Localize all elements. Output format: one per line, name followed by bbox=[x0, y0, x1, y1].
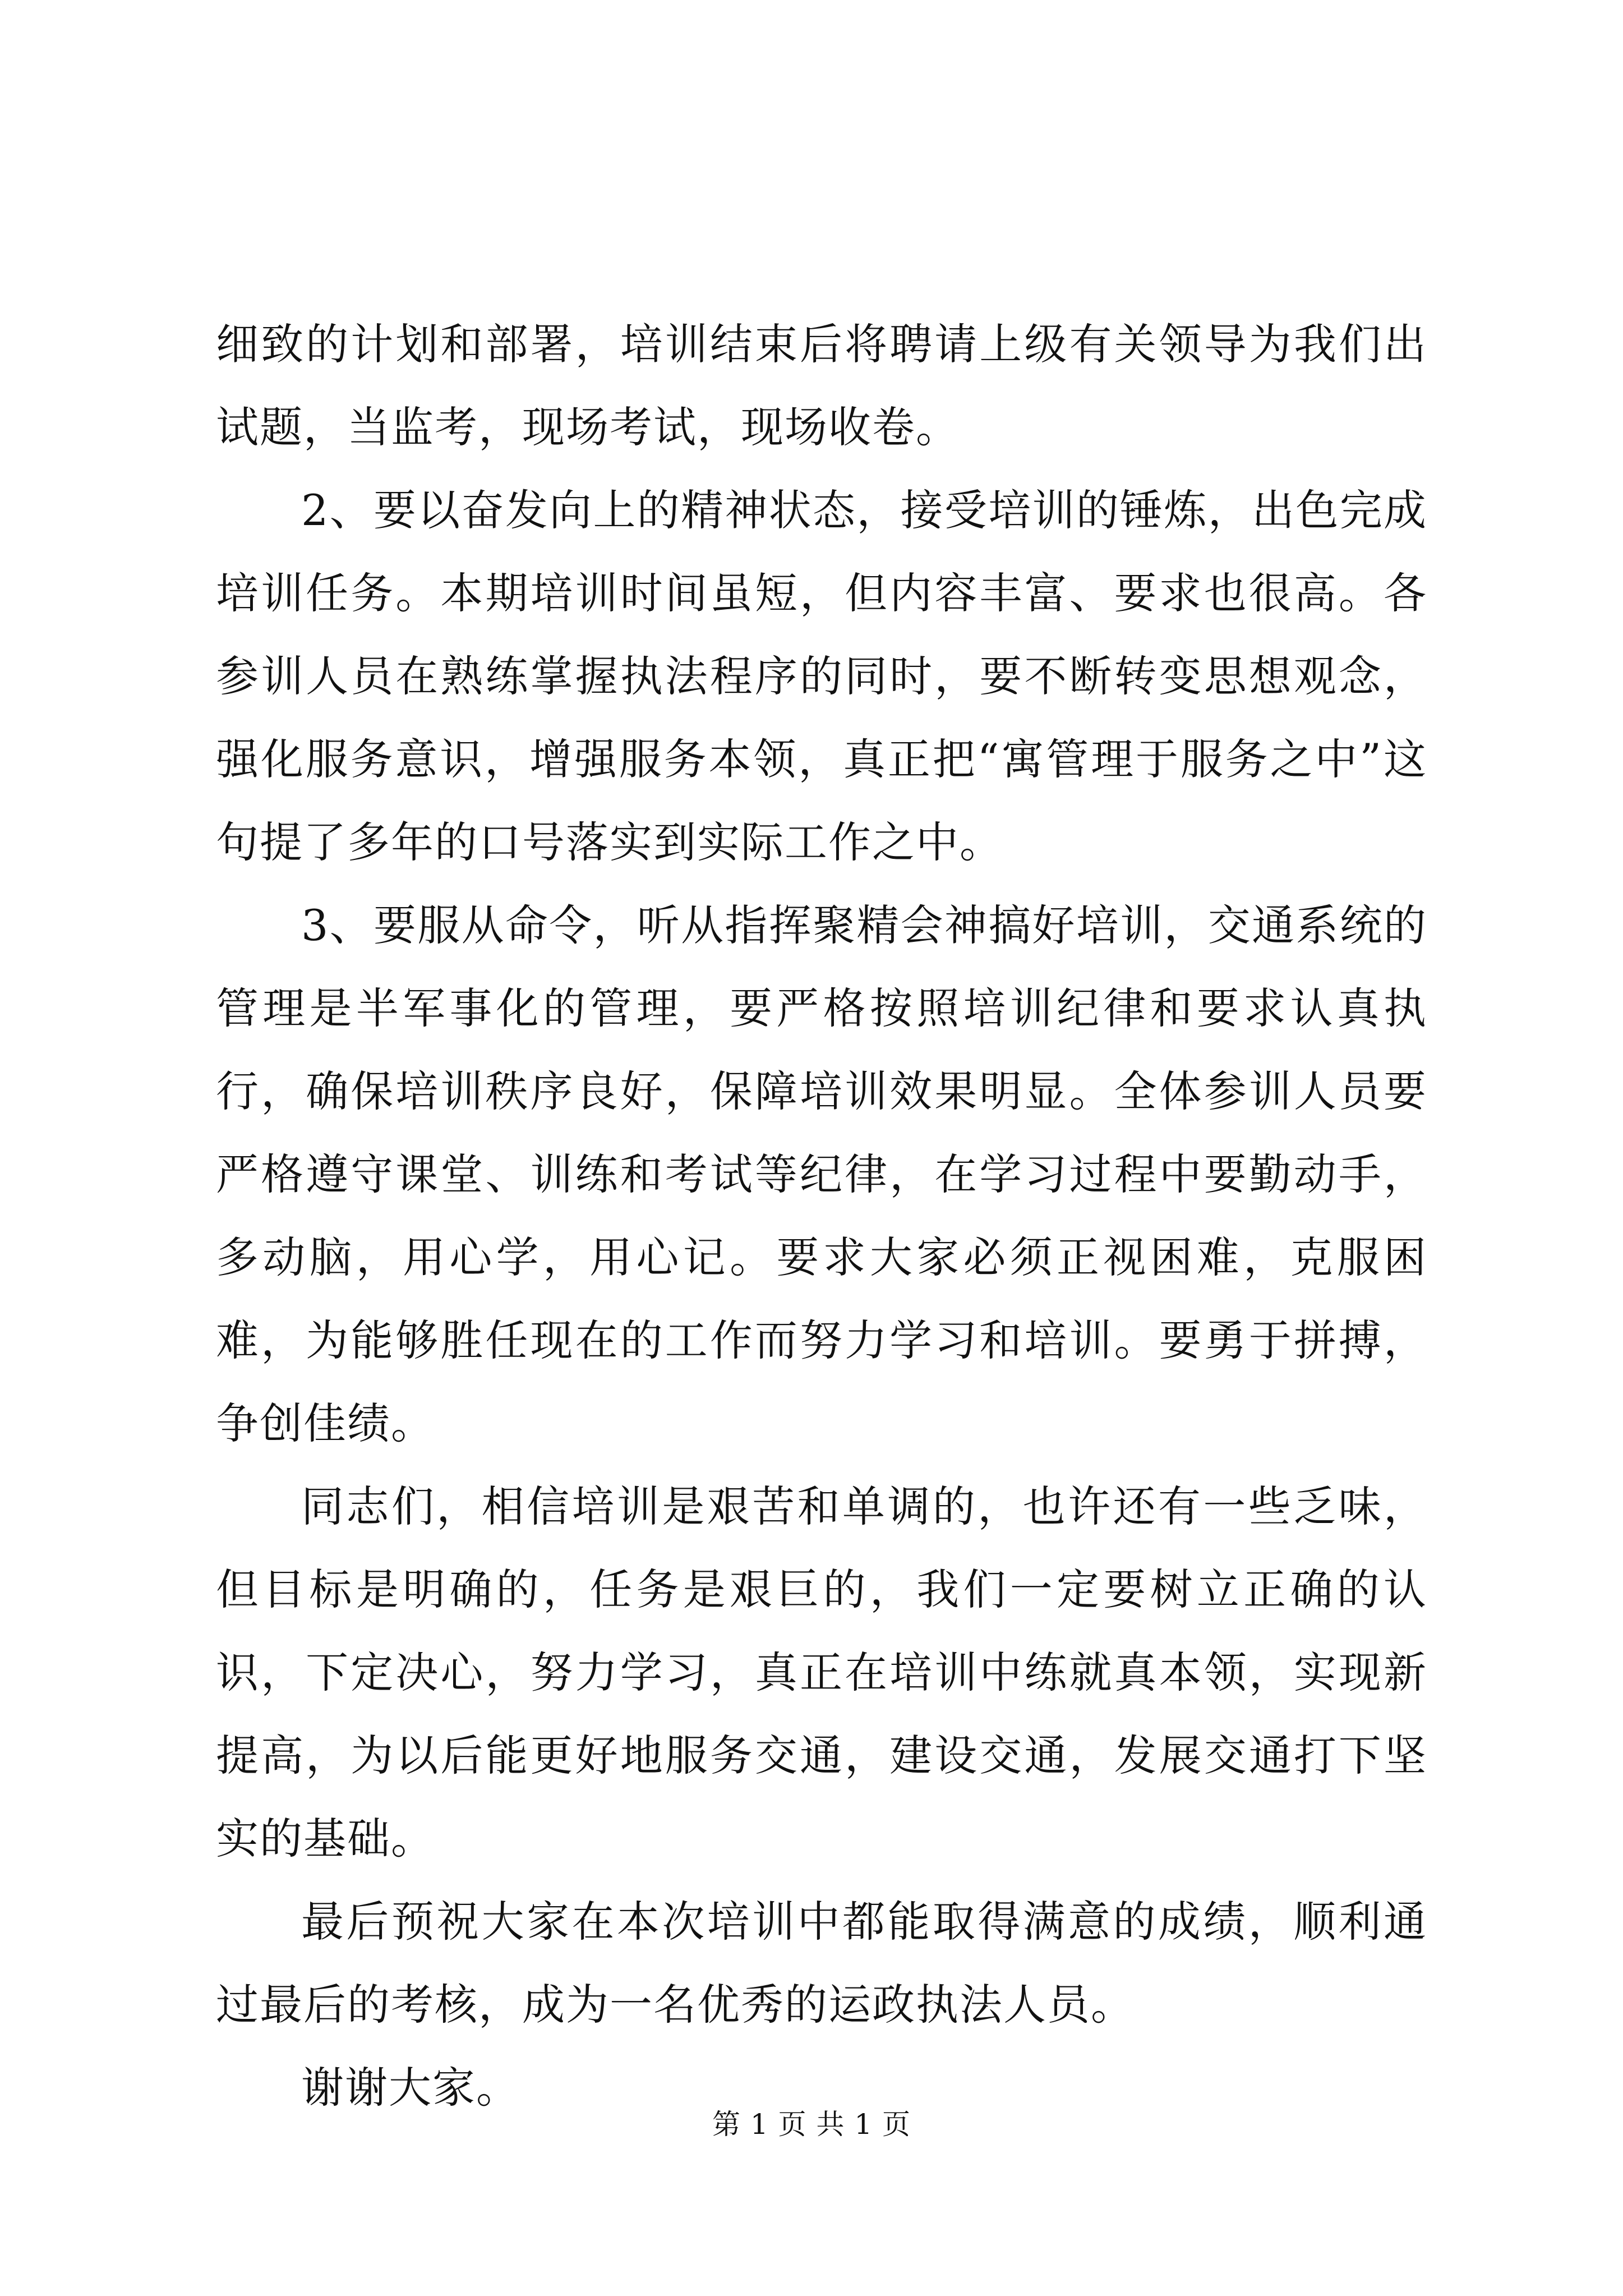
paragraph-item-3: 3、要服从命令，听从指挥聚精会神搞好培训，交通系统的管理是半军事化的管理，要严格按照培训纪律和要求认真执行，确保培训秩序良好，保障培训效果明显。全体参训人员要严格遵守课堂、训练和考试等纪律，在学习过程中要勤动手，多动脑，用心学，用心记。要求大家必须正视困难，克服困难，为能够胜任现在的工作而努力学习和培训。要勇于拼搏，争创佳绩。 bbox=[216, 900, 1427, 1448]
paragraph-comrades: 同志们，相信培训是艰苦和单调的，也许还有一些乏味，但目标是明确的，任务是艰巨的，我们一定要树立正确的认识，下定决心，努力学习，真正在培训中练就真本领，实现新提高，为以后能更好地服务交通，建设交通，发展交通打下坚实的基础。 bbox=[216, 1481, 1427, 1864]
document-body bbox=[216, 303, 1427, 2129]
paragraph-wishes: 最后预祝大家在本次培训中都能取得满意的成绩，顺利通过最后的考核，成为一名优秀的运政执法人员。 bbox=[216, 1897, 1427, 2030]
page-number-footer: 第 1 页 共 1 页 bbox=[712, 2108, 911, 2141]
paragraph-thanks: 谢谢大家。 bbox=[301, 2063, 520, 2113]
paragraph-item-2: 2、要以奋发向上的精神状态，接受培训的锤炼，出色完成培训任务。本期培训时间虽短，但内容丰富、要求也很高。各参训人员在熟练掌握执法程序的同时，要不断转变思想观念，强化服务意识，增强服务本领，真正把“寓管理于服务之中”这句提了多年的口号落实到实际工作之中。 bbox=[216, 485, 1427, 867]
paragraph-continuation: 细致的计划和部署，培训结束后将聘请上级有关领导为我们出试题，当监考，现场考试，现场收卷。 bbox=[216, 319, 1427, 452]
